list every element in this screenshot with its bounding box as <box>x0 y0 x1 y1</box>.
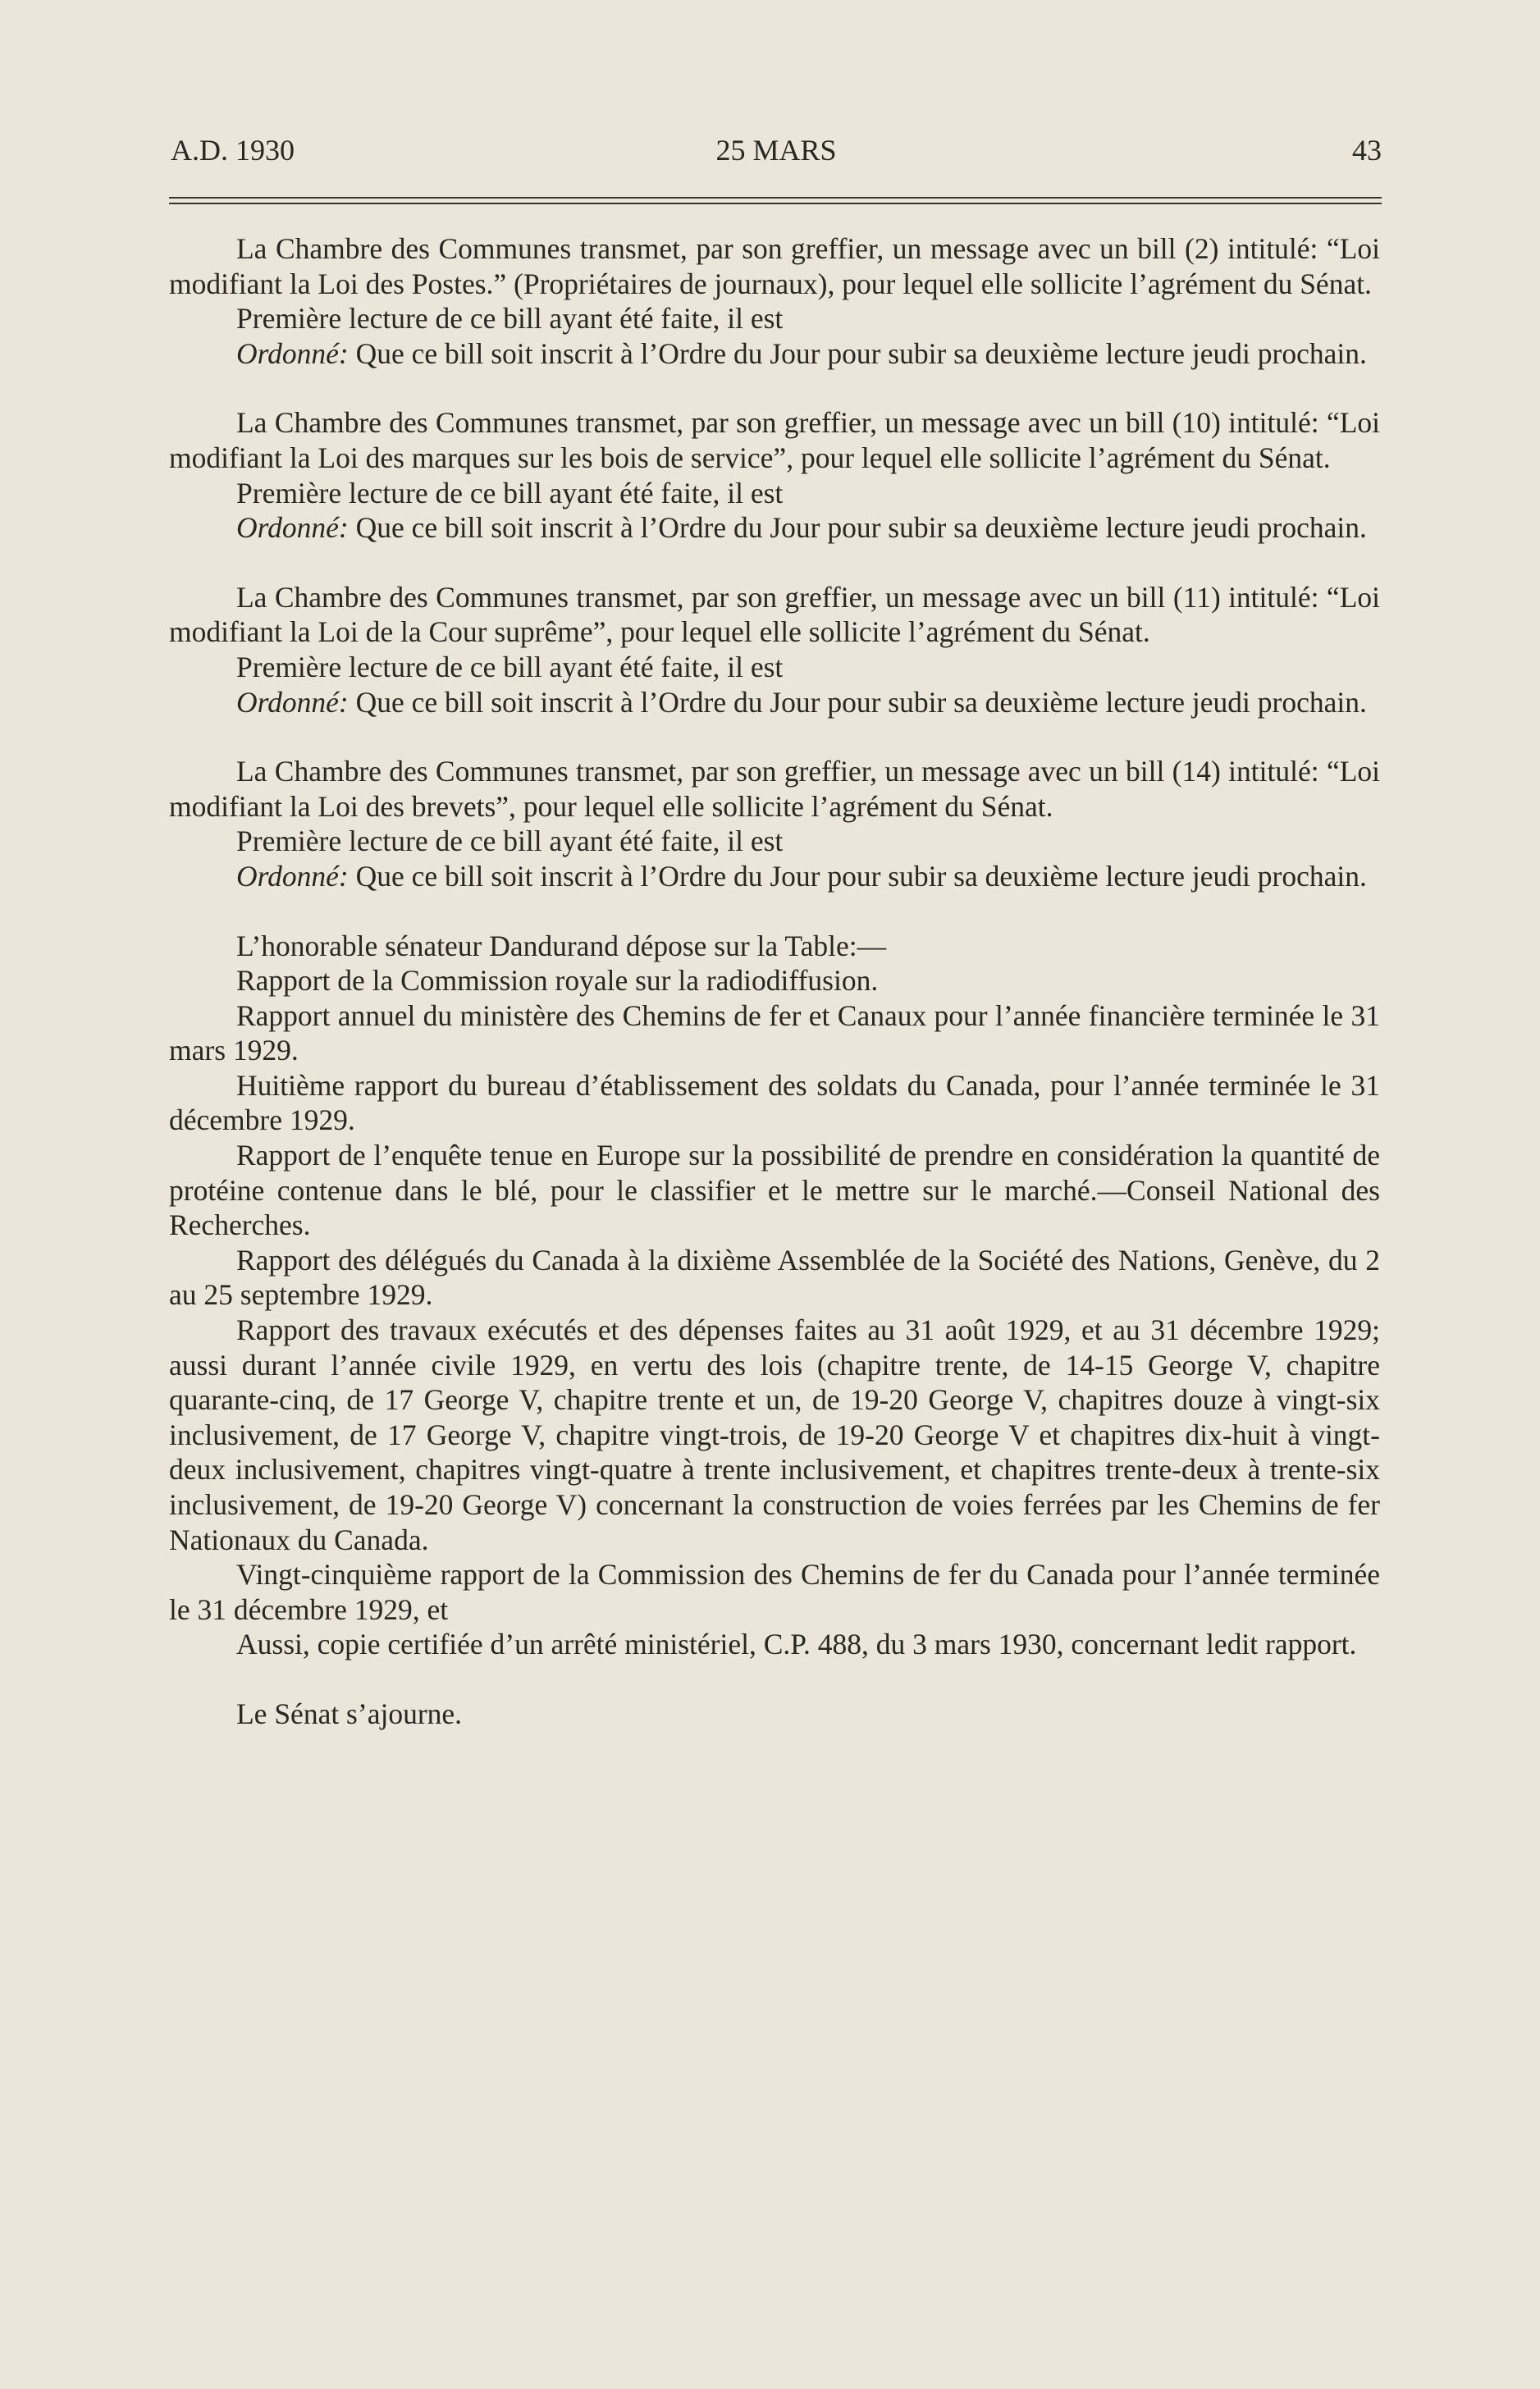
tabled-item: Rapport des travaux exécutés et des dépenses faites au 31 août 1929, et au 31 décembre 1929; aussi durant l’année civile 1929, en vertu des lois (chapitre trente, de 14-15 George V, chapitre quarante-cinq, de 17 George V, chapitre trente et un, de 19-20 George V, chapitres douze à vingt-six inclusivement, de 17 George V, chapitre vingt-trois, de 19-20 George V et chapitres dix-huit à vingt-deux inclusivement, chapitres vingt-quatre à trente inclusivement, et chapitres trente-deux à trente-six inclusivement, de 19-20 George V) concernant la construction de voies ferrées par les Chemins de fer Nationaux du Canada. <box>169 1313 1380 1556</box>
ordered-text: Que ce bill soit inscrit à l’Ordre du Jour pour subir sa deuxième lecture jeudi prochain. <box>348 685 1367 719</box>
adjournment-line: Le Sénat s’ajourne. <box>236 1697 463 1730</box>
message-paragraph: La Chambre des Communes transmet, par son greffier, un message avec un bill (11) intitulé: “Loi modifiant la Loi de la Cour suprême”, pour lequel elle sollicite l’agrément du Sénat. <box>169 580 1380 649</box>
header-double-rule <box>169 197 1382 204</box>
tabling-intro: L’honorable sénateur Dandurand dépose sur la Table:— <box>236 929 887 962</box>
message-paragraph: La Chambre des Communes transmet, par son greffier, un message avec un bill (2) intitulé: “Loi modifiant la Loi des Postes.” (Propriétaires de journaux), pour lequel elle sollicite l’agrément du Sénat. <box>169 232 1380 300</box>
ordered-label: Ordonné: <box>236 511 349 545</box>
first-reading-line: Première lecture de ce bill ayant été faite, il est <box>236 650 784 683</box>
tabled-item: Huitième rapport du bureau d’établissement des soldats du Canada, pour l’année terminée le 31 décembre 1929. <box>169 1068 1380 1137</box>
bill-message-block <box>169 754 1380 893</box>
bill-message-block <box>169 231 1380 371</box>
first-reading-line: Première lecture de ce bill ayant été faite, il est <box>236 476 784 509</box>
message-paragraph: La Chambre des Communes transmet, par son greffier, un message avec un bill (14) intitulé: “Loi modifiant la Loi des brevets”, pour lequel elle sollicite l’agrément du Sénat. <box>169 755 1380 823</box>
first-reading-line: Première lecture de ce bill ayant été faite, il est <box>236 825 784 858</box>
bill-message-block <box>169 405 1380 545</box>
running-header <box>171 133 1382 172</box>
order-paragraph <box>169 336 1380 372</box>
journal-body <box>169 231 1380 1732</box>
tabled-documents <box>169 929 1380 1662</box>
order-paragraph <box>169 510 1380 546</box>
ordered-label: Ordonné: <box>236 859 349 893</box>
ordered-text: Que ce bill soit inscrit à l’Ordre du Jour pour subir sa deuxième lecture jeudi prochain. <box>348 336 1367 370</box>
first-reading-line: Première lecture de ce bill ayant été faite, il est <box>236 302 784 336</box>
tabled-item: Rapport de la Commission royale sur la radiodiffusion. <box>236 964 879 998</box>
tabled-item: Rapport annuel du ministère des Chemins de fer et Canaux pour l’année financière terminée le 31 mars 1929. <box>169 998 1380 1067</box>
tabled-item: Vingt-cinquième rapport de la Commission des Chemins de fer du Canada pour l’année terminée le 31 décembre 1929, et <box>169 1558 1380 1626</box>
message-paragraph: La Chambre des Communes transmet, par son greffier, un message avec un bill (10) intitulé: “Loi modifiant la Loi des marques sur les bois de service”, pour lequel elle sollicite l’agrément du Sénat. <box>169 406 1380 474</box>
order-paragraph <box>169 685 1380 720</box>
tabled-item: Rapport des délégués du Canada à la dixième Assemblée de la Société des Nations, Genève, du 2 au 25 septembre 1929. <box>169 1243 1380 1312</box>
ordered-text: Que ce bill soit inscrit à l’Ordre du Jour pour subir sa deuxième lecture jeudi prochain. <box>348 511 1367 545</box>
ordered-label: Ordonné: <box>236 336 349 370</box>
ordered-label: Ordonné: <box>236 685 349 719</box>
bill-message-block <box>169 580 1380 719</box>
header-date: 25 MARS <box>715 134 837 167</box>
tabled-item: Aussi, copie certifiée d’un arrêté ministériel, C.P. 488, du 3 mars 1930, concernant ledit rapport. <box>236 1628 1357 1661</box>
ordered-text: Que ce bill soit inscrit à l’Ordre du Jour pour subir sa deuxième lecture jeudi prochain. <box>348 859 1367 893</box>
tabled-item: Rapport de l’enquête tenue en Europe sur la possibilité de prendre en considération la quantité de protéine contenue dans le blé, pour le classifier et le mettre sur le marché.—Conseil National des Recherches. <box>169 1139 1380 1242</box>
order-paragraph <box>169 859 1380 894</box>
header-year: A.D. 1930 <box>171 134 295 167</box>
page-number: 43 <box>1352 134 1382 167</box>
